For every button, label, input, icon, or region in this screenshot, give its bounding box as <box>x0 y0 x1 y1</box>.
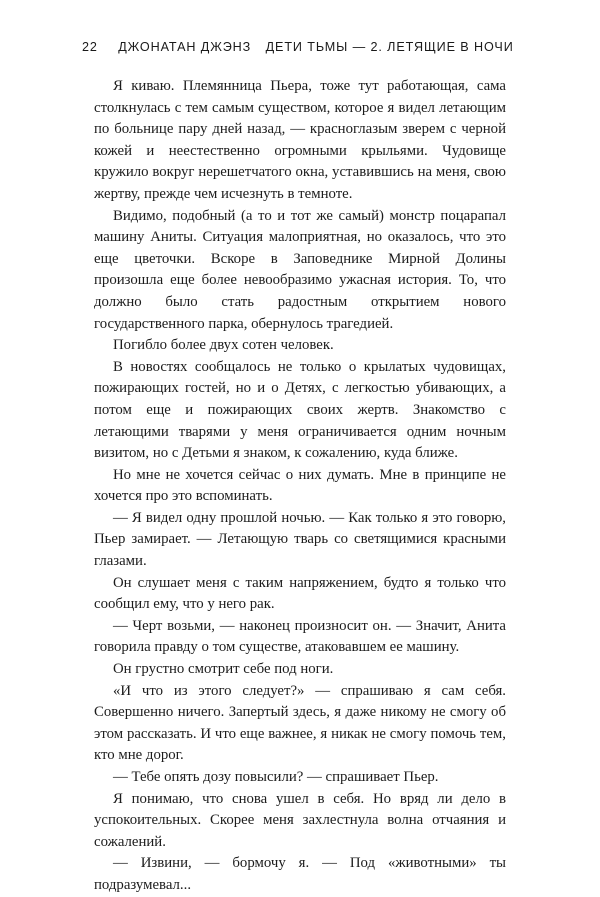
paragraph: — Я видел одну прошлой ночью. — Как только я это говорю, Пьер замирает. — Летающую тварь со светящимися красными глазами. <box>94 509 506 570</box>
paragraph: В новостях сообщалось не только о крылатых чудовищах, пожирающих гостей, но и о Детях, с легкостью убивающих, а потом еще и пожирающих своих жертв. Знакомство с летающими тварями у меня ограничивается одним ночным визитом, но с Детьми я знаком, к сожалению, куда ближе. <box>94 358 506 462</box>
paragraph: «И что из этого следует?» — спрашиваю я сам себя. Совершенно ничего. Запертый здесь, я даже никому не смогу об этом рассказать. И что еще важнее, я никак не смогу помочь тем, кто мне дорог. <box>94 682 506 764</box>
body-text <box>94 76 506 897</box>
paragraph: Я понимаю, что снова ушел в себя. Но вряд ли дело в успокоительных. Скорее меня захлестнула волна отчаяния и сожалений. <box>94 790 506 850</box>
paragraph: — Тебе опять дозу повысили? — спрашивает Пьер. <box>113 769 439 785</box>
paragraph: — Извини, — бормочу я. — Под «животными» ты подразумевал... <box>94 855 506 893</box>
page-number: 22 <box>82 40 98 54</box>
running-header <box>82 40 560 56</box>
paragraph: Он грустно смотрит себе под ноги. <box>113 661 334 678</box>
book-title: ДЕТИ ТЬМЫ — 2. ЛЕТЯЩИЕ В НОЧИ <box>265 40 514 54</box>
paragraph: Видимо, подобный (а то и тот же самый) монстр поцарапал машину Аниты. Ситуация малоприятная, но оказалось, что это еще цветочки. Вскоре в Заповеднике Мирной Долины произошла еще более невообразимо ужасная история. То, что должно было стать радостным открытием нового государственного парка, обернулось трагедией. <box>94 207 506 332</box>
paragraph: Погибло более двух сотен человек. <box>113 337 334 354</box>
paragraph: Но мне не хочется сейчас о них думать. Мне в принципе не хочется про это вспоминать. <box>94 466 506 505</box>
paragraph: Я киваю. Племянница Пьера, тоже тут работающая, сама столкнулась с тем самым существом, которое я видел летающим по больнице пару дней назад, — красноглазым зверем с черной кожей и неестественно огромными крыльями. Чудовище кружило вокруг нерешетчатого окна, уставившись на меня, свою жертву, прежде чем исчезнуть в темноте. <box>94 78 506 202</box>
paragraph: Он слушает меня с таким напряжением, будто я только что сообщил ему, что у него рак. <box>94 574 506 613</box>
author-name: ДЖОНАТАН ДЖЭНЗ <box>118 40 252 54</box>
paragraph: — Черт возьми, — наконец произносит он. — Значит, Анита говорила правду о том существе, атаковавшем ее машину. <box>94 617 506 656</box>
